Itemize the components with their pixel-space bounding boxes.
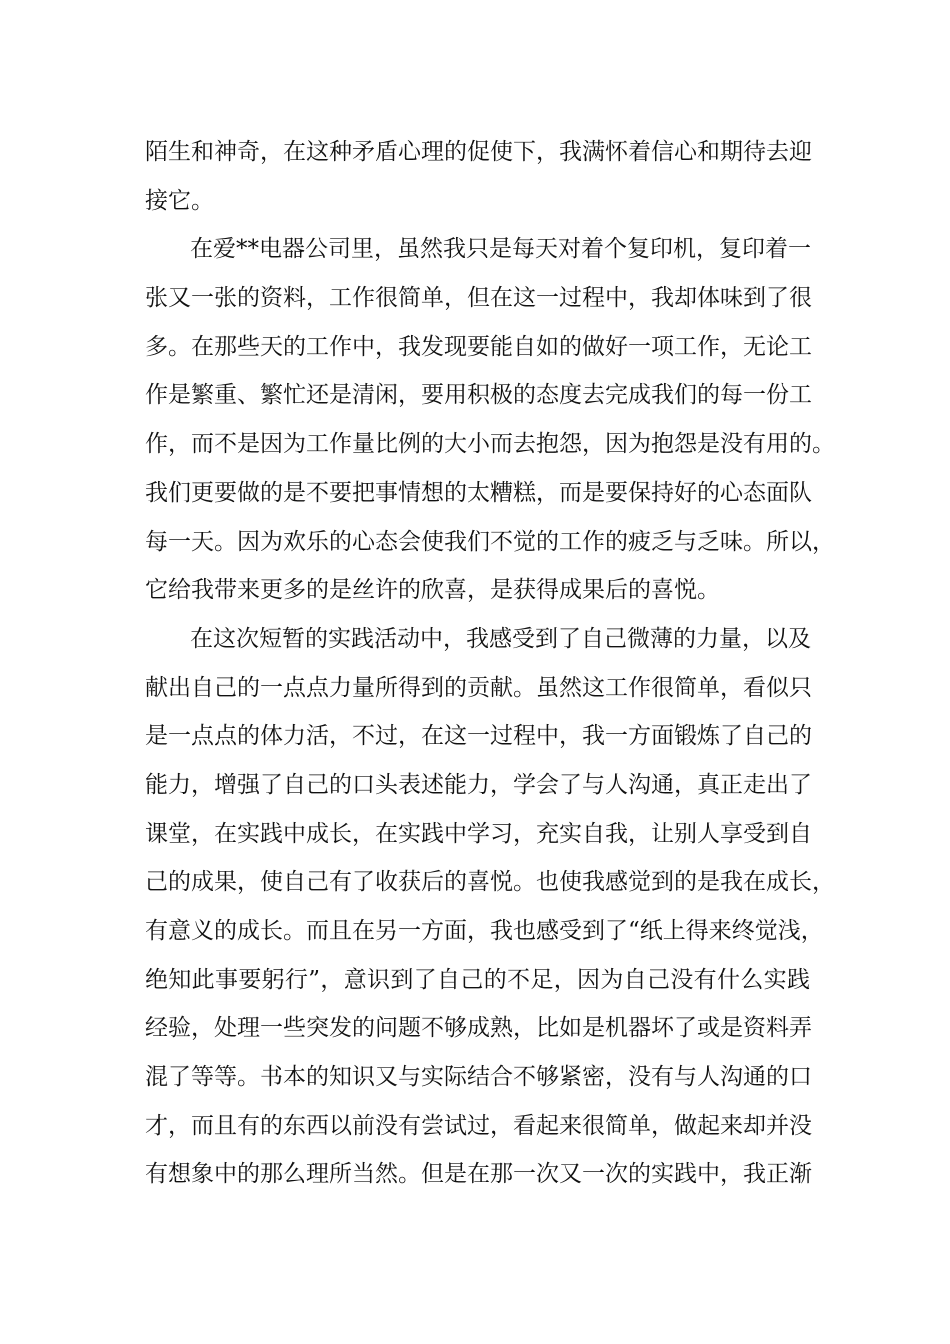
text-line: 课堂，在实践中成长，在实践中学习，充实自我，让别人享受到自 (145, 820, 812, 847)
text-line: 才，而且有的东西以前没有尝试过，看起来很简单，做起来却并没 (145, 1112, 812, 1139)
text-line: 在这次短暂的实践活动中，我感受到了自己微薄的力量，以及 (190, 625, 811, 652)
text-line: 混了等等。书本的知识又与实际结合不够紧密，没有与人沟通的口 (145, 1064, 812, 1091)
text-line: 绝知此事要躬行”，意识到了自己的不足，因为自己没有什么实践 (145, 966, 810, 993)
text-line: 经验，处理一些突发的问题不够成熟，比如是机器坏了或是资料弄 (145, 1015, 812, 1042)
text-line: 有意义的成长。而且在另一方面，我也感受到了“纸上得来终觉浅， (145, 918, 824, 944)
text-line: 陌生和神奇，在这种矛盾心理的促使下，我满怀着信心和期待去迎 (145, 139, 812, 165)
text-line: 作是繁重、繁忙还是清闲，要用积极的态度去完成我们的每一份工 (145, 382, 812, 409)
text-line: 张又一张的资料，工作很简单，但在这一过程中，我却体味到了很 (145, 285, 812, 312)
text-line: 每一天。因为欢乐的心态会使我们不觉的工作的疲乏与乏味。所以， (145, 528, 835, 555)
text-line: 是一点点的体力活，不过，在这一过程中，我一方面锻炼了自己的 (145, 723, 812, 750)
text-line: 能力，增强了自己的口头表述能力，学会了与人沟通，真正走出了 (145, 771, 812, 798)
text-line: 接它。 (145, 187, 214, 214)
text-line: 多。在那些天的工作中，我发现要能自如的做好一项工作，无论工 (145, 333, 812, 360)
body-text (145, 128, 835, 1199)
text-line: 我们更要做的是不要把事情想的太糟糕，而是要保持好的心态面队 (145, 479, 812, 506)
text-line: 在爱**电器公司里，虽然我只是每天对着个复印机，复印着一 (190, 236, 811, 263)
text-line: 作，而不是因为工作量比例的大小而去抱怨，因为抱怨是没有用的。 (145, 431, 835, 458)
text-line: 己的成果，使自己有了收获后的喜悦。也使我感觉到的是我在成长， (145, 869, 835, 896)
text-line: 它给我带来更多的是丝许的欣喜，是获得成果后的喜悦。 (145, 577, 720, 604)
text-line: 献出自己的一点点力量所得到的贡献。虽然这工作很简单，看似只 (145, 674, 812, 701)
text-line: 有想象中的那么理所当然。但是在那一次又一次的实践中，我正渐 (145, 1161, 812, 1188)
